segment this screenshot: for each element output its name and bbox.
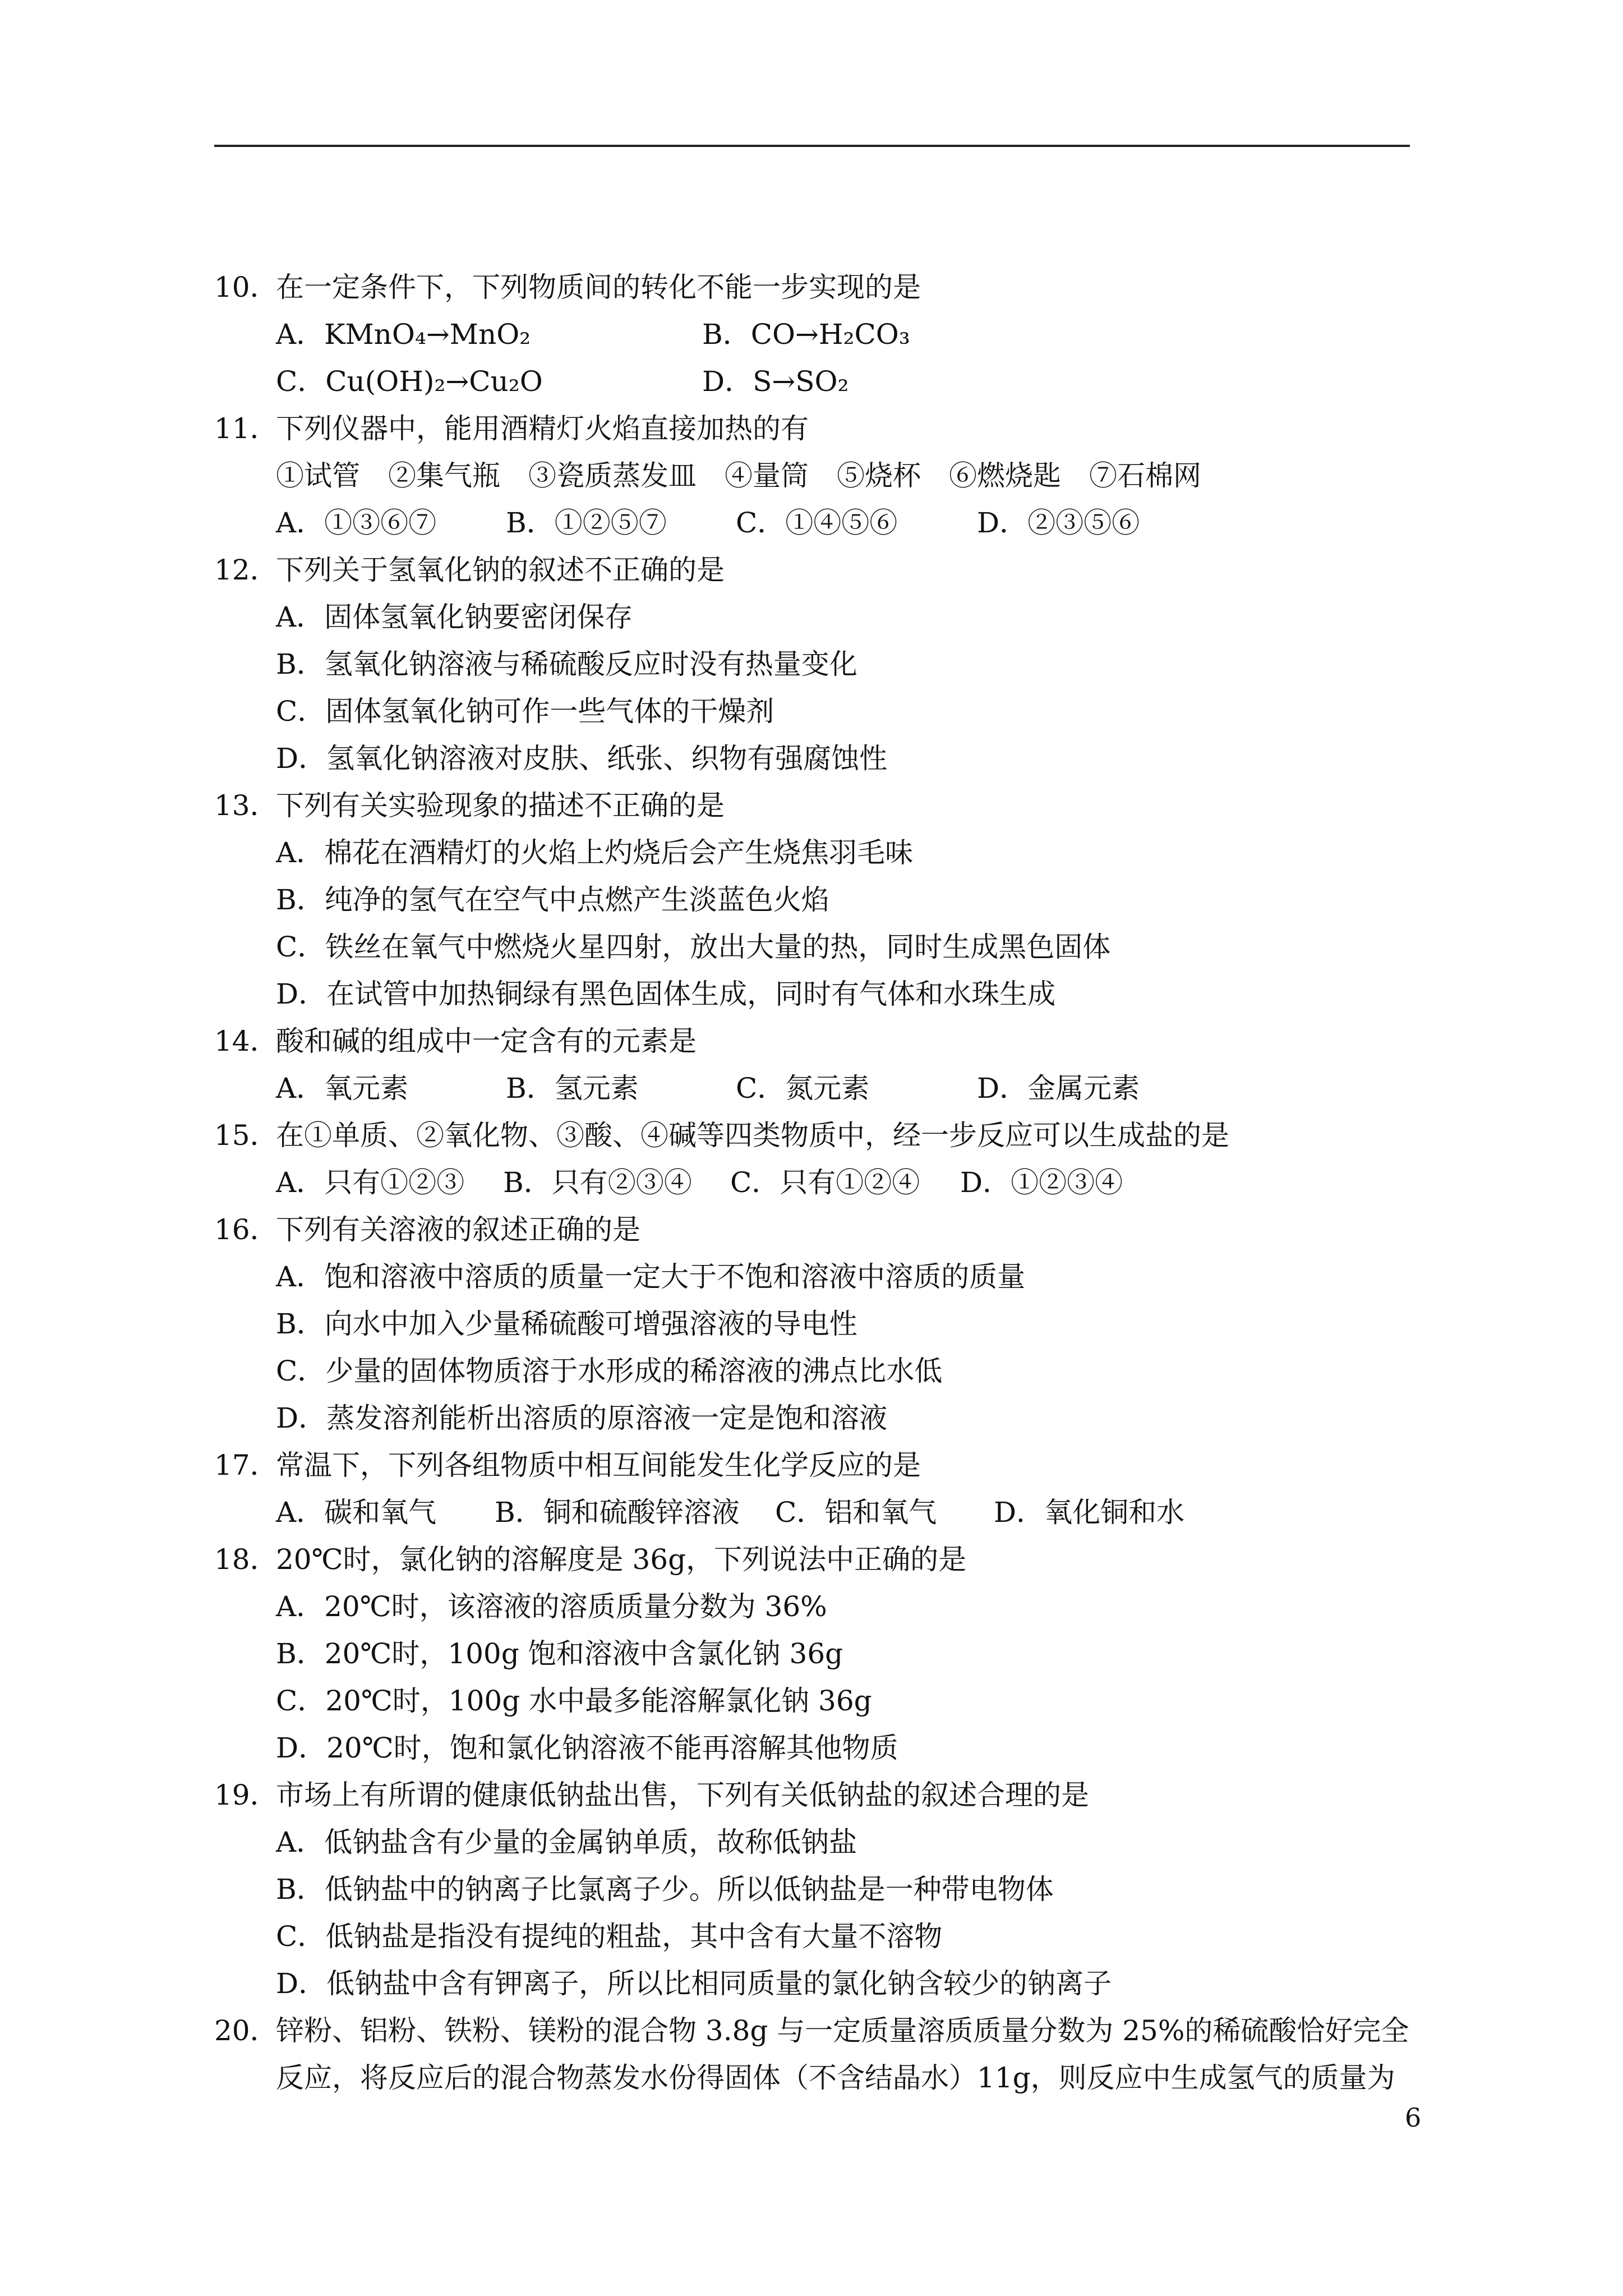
option-b[interactable]: B．20℃时，100g 饱和溶液中含氯化钠 36g (276, 1637, 843, 1670)
option-b[interactable]: B．纯净的氢气在空气中点燃产生淡蓝色火焰 (276, 884, 829, 916)
option-b[interactable]: B．向水中加入少量稀硫酸可增强溶液的导电性 (276, 1308, 857, 1340)
question-12-stem (214, 546, 1437, 593)
question-17-options (214, 1489, 1437, 1536)
option-b[interactable]: B．氢元素 (506, 1072, 639, 1105)
question-20-stem (214, 2007, 1437, 2054)
option-c[interactable]: C．20℃时，100g 水中最多能溶解氯化钠 36g (276, 1685, 872, 1717)
option-b[interactable]: B．CO→H₂CO₃ (702, 318, 910, 351)
question-number: 14． (214, 1025, 278, 1057)
question-10-options-row-1 (214, 311, 1437, 358)
question-text: 20℃时，氯化钠的溶解度是 36g，下列说法中正确的是 (276, 1543, 967, 1576)
question-number: 18． (214, 1543, 278, 1576)
question-16-stem (214, 1206, 1437, 1253)
option-d[interactable]: D．氧化铜和水 (994, 1496, 1185, 1529)
option-d[interactable]: D．①②③④ (960, 1166, 1123, 1199)
option-a[interactable]: A．碳和氧气 (276, 1496, 437, 1529)
question-number: 11． (214, 412, 278, 445)
question-17-stem (214, 1442, 1437, 1489)
option-b[interactable]: B．铜和硫酸锌溶液 (495, 1496, 740, 1529)
page-number: 6 (1405, 2102, 1422, 2133)
option-d[interactable]: D．S→SO₂ (702, 365, 849, 398)
option-b[interactable]: B．氢氧化钠溶液与稀硫酸反应时没有热量变化 (276, 648, 857, 680)
option-c[interactable]: C．Cu(OH)₂→Cu₂O (276, 365, 543, 398)
question-text: 下列有关实验现象的描述不正确的是 (276, 789, 725, 822)
option-a[interactable]: A．只有①②③ (276, 1166, 465, 1199)
option-a[interactable]: A．低钠盐含有少量的金属钠单质，故称低钠盐 (276, 1826, 857, 1858)
question-14-stem (214, 1018, 1437, 1065)
question-number: 15． (214, 1119, 278, 1152)
question-11-options (214, 499, 1437, 546)
question-11-stem (214, 405, 1437, 452)
question-number: 10． (214, 271, 278, 303)
question-18-stem (214, 1536, 1437, 1583)
option-d[interactable]: D．低钠盐中含有钾离子，所以比相同质量的氯化钠含较少的钠离子 (276, 1967, 1112, 2000)
question-text: 市场上有所谓的健康低钠盐出售，下列有关低钠盐的叙述合理的是 (276, 1779, 1089, 1811)
question-15-stem (214, 1112, 1437, 1159)
option-a[interactable]: A．饱和溶液中溶质的质量一定大于不饱和溶液中溶质的质量 (276, 1260, 1026, 1293)
option-d[interactable]: D．金属元素 (977, 1072, 1140, 1105)
option-c[interactable]: C．铁丝在氧气中燃烧火星四射，放出大量的热，同时生成黑色固体 (276, 931, 1111, 963)
option-b[interactable]: B．只有②③④ (503, 1166, 692, 1199)
question-11-items: ①试管 ②集气瓶 ③瓷质蒸发皿 ④量筒 ⑤烧杯 ⑥燃烧匙 ⑦石棉网 (276, 459, 1201, 492)
option-a[interactable]: A．①③⑥⑦ (276, 507, 437, 539)
option-c[interactable]: C．少量的固体物质溶于水形成的稀溶液的沸点比水低 (276, 1355, 943, 1387)
option-d[interactable]: D．在试管中加热铜绿有黑色固体生成，同时有气体和水珠生成 (276, 978, 1056, 1010)
question-19-stem (214, 1772, 1437, 1819)
option-a[interactable]: A．KMnO₄→MnO₂ (276, 318, 531, 351)
question-number: 12． (214, 554, 278, 586)
question-number: 13． (214, 789, 278, 822)
option-a[interactable]: A．氧元素 (276, 1072, 409, 1105)
question-text: 在①单质、②氧化物、③酸、④碱等四类物质中，经一步反应可以生成盐的是 (276, 1119, 1229, 1152)
question-text: 下列仪器中，能用酒精灯火焰直接加热的有 (276, 412, 809, 445)
option-b[interactable]: B．低钠盐中的钠离子比氯离子少。所以低钠盐是一种带电物体 (276, 1873, 1054, 1906)
option-b[interactable]: B．①②⑤⑦ (506, 507, 667, 539)
option-c[interactable]: C．低钠盐是指没有提纯的粗盐，其中含有大量不溶物 (276, 1920, 943, 1953)
question-10-stem (214, 264, 1437, 311)
option-d[interactable]: D．②③⑤⑥ (977, 507, 1140, 539)
option-d[interactable]: D．20℃时，饱和氯化钠溶液不能再溶解其他物质 (276, 1732, 898, 1764)
question-text: 锌粉、铝粉、铁粉、镁粉的混合物 3.8g 与一定质量溶质质量分数为 25%的稀硫酸恰好完全 (276, 2014, 1409, 2047)
question-text: 常温下，下列各组物质中相互间能发生化学反应的是 (276, 1449, 921, 1481)
header-rule (214, 145, 1410, 147)
question-text: 下列有关溶液的叙述正确的是 (276, 1213, 640, 1246)
option-c[interactable]: C．只有①②④ (730, 1166, 920, 1199)
question-text: 下列关于氢氧化钠的叙述不正确的是 (276, 554, 725, 586)
question-text: 在一定条件下，下列物质间的转化不能一步实现的是 (276, 271, 921, 303)
question-14-options (214, 1065, 1437, 1112)
option-d[interactable]: D．氢氧化钠溶液对皮肤、纸张、织物有强腐蚀性 (276, 742, 888, 775)
option-d[interactable]: D．蒸发溶剂能析出溶质的原溶液一定是饱和溶液 (276, 1402, 888, 1434)
question-20-stem-continued: 反应，将反应后的混合物蒸发水份得固体（不含结晶水）11g，则反应中生成氢气的质量为 (276, 2062, 1395, 2094)
question-number: 19． (214, 1779, 278, 1811)
question-number: 16． (214, 1213, 278, 1246)
option-c[interactable]: C．固体氢氧化钠可作一些气体的干燥剂 (276, 695, 774, 728)
option-c[interactable]: C．①④⑤⑥ (736, 507, 898, 539)
question-13-stem (214, 782, 1437, 829)
question-number: 20． (214, 2014, 278, 2047)
question-list (214, 264, 1437, 2101)
question-number: 17． (214, 1449, 278, 1481)
question-10-options-row-2 (214, 358, 1437, 405)
option-a[interactable]: A．棉花在酒精灯的火焰上灼烧后会产生烧焦羽毛味 (276, 836, 914, 869)
option-a[interactable]: A．20℃时，该溶液的溶质质量分数为 36% (276, 1590, 827, 1623)
option-a[interactable]: A．固体氢氧化钠要密闭保存 (276, 601, 633, 633)
question-15-options (214, 1159, 1437, 1206)
option-c[interactable]: C．铝和氧气 (775, 1496, 937, 1529)
question-text: 酸和碱的组成中一定含有的元素是 (276, 1025, 697, 1057)
option-c[interactable]: C．氮元素 (736, 1072, 870, 1105)
